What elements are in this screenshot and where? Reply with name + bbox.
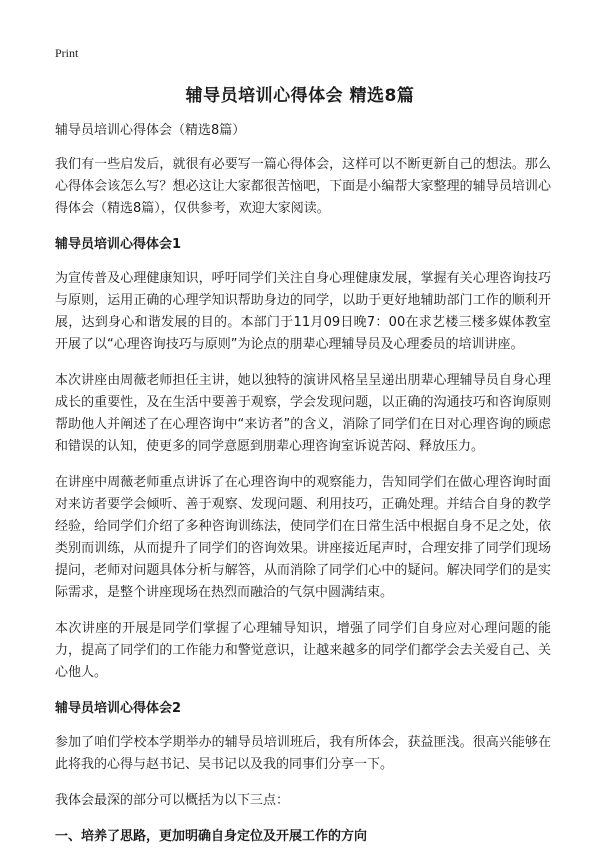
section1-paragraph: 本次讲座由周薇老师担任主讲，她以独特的演讲风格呈呈递出朋辈心理辅导员自身心理成长的重要性，及在生活中要善于观察，学会发现问题，以正确的沟通技巧和咨询原则帮助他人并阐述了在心理咨询中“来访者”的含义，消除了同学们在日对心理咨询的顾虑和错误的认知，使更多的同学意愿到朋辈心理咨询室诉说苦闷、释放压力。 bbox=[55, 373, 551, 454]
section2-paragraph: 参加了咱们学校本学期举办的辅导员培训班后，我有所体会，获益匪浅。很高兴能够在此将我的心得与赵书记、吴书记以及我的同事们分享一下。 bbox=[55, 735, 551, 772]
document-body bbox=[55, 120, 551, 860]
section2-subheading: 一、培养了思路，更加明确自身定位及开展工作的方向 bbox=[55, 829, 368, 844]
section1-paragraph: 在讲座中周薇老师重点讲诉了在心理咨询中的观察能力，告知同学们在做心理咨询时面对来访者要学会倾听、善于观察、发现问题、利用技巧，正确处理。并结合自身的教学经验，给同学们介绍了多种咨询训练法，使同学们在日常生活中根据自身不足之处，依类别而训练，从而提升了同学们的咨询效果。讲座接近尾声时，合理安排了同学们现场提问，老师对问题具体分析与解答，从而消除了同学们心中的疑问。解决同学们的是实际需求，是整个讲座现场在热烈而融洽的气氛中圆满结束。 bbox=[55, 475, 551, 600]
document-subtitle: 辅导员培训心得体会（精选8篇） bbox=[55, 123, 246, 138]
section1-paragraph: 本次讲座的开展是同学们掌握了心理辅导知识，增强了同学们自身应对心理问题的能力，提高了同学们的工作能力和警觉意识，让越来越多的同学们都学会去关爱自己、关心他人。 bbox=[55, 621, 551, 680]
section-heading-2: 辅导员培训心得体会2 bbox=[55, 701, 182, 716]
print-link[interactable]: Print bbox=[55, 46, 79, 60]
intro-paragraph: 我们有一些启发后，就很有必要写一篇心得体会，这样可以不断更新自己的想法。那么心得体会该怎么写？想必这让大家都很苦恼吧，下面是小编帮大家整理的辅导员培训心得体会（精选8篇），仅供参考，欢迎大家阅读。 bbox=[55, 157, 551, 216]
section-heading-1: 辅导员培训心得体会1 bbox=[55, 237, 182, 252]
section1-paragraph: 为宣传普及心理健康知识，呼吁同学们关注自身心理健康发展，掌握有关心理咨询技巧与原则，运用正确的心理学知识帮助身边的同学，以助于更好地辅助部门工作的顺利开展，达到身心和谐发展的目的。本部门于11月09日晚7：00在求艺楼三楼多媒体教室开展了以“心理咨询技巧与原则”为论点的朋辈心理辅导员及心理委员的培训讲座。 bbox=[55, 271, 551, 352]
section2-paragraph: 我体会最深的部分可以概括为以下三点： bbox=[55, 793, 290, 808]
document-title: 辅导员培训心得体会 精选8篇 bbox=[185, 86, 415, 106]
